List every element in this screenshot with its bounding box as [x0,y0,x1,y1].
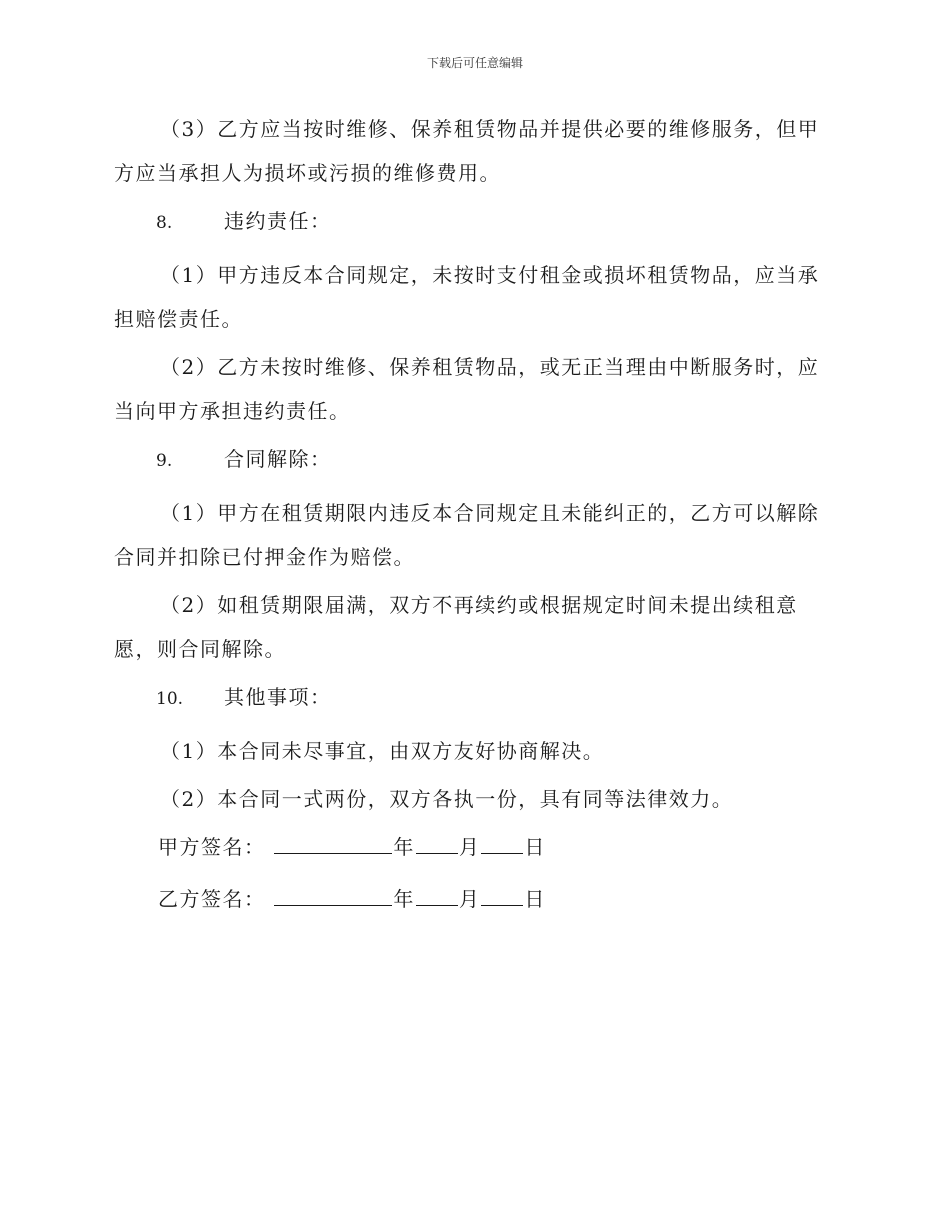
month-blank[interactable] [416,883,458,906]
day-blank[interactable] [481,831,523,854]
clause-7-3: （3）乙方应当按时维修、保养租赁物品并提供必要的维修服务，但甲方应当承担人为损坏或污损的维修费用。 [114,117,820,185]
section-title: 合同解除： [224,447,332,471]
clause-9-2: （2）如租赁期限届满，双方不再续约或根据规定时间未提出续租意愿，则合同解除。 [114,593,798,661]
month-label: 月 [458,887,481,911]
party-a-signature-line [114,825,824,869]
day-label: 日 [524,887,546,911]
section-heading-10 [114,675,824,721]
party-b-label: 乙方签名： [158,887,266,911]
party-a-label: 甲方签名： [158,835,266,859]
clause-8-2: （2）乙方未按时维修、保养租赁物品，或无正当理由中断服务时，应当向甲方承担违约责任。 [114,355,820,423]
day-blank[interactable] [481,883,523,906]
section-number: 8. [156,213,173,233]
section-heading-9 [114,437,824,483]
section-heading-8 [114,199,824,245]
clause-10-2: （2）本合同一式两份，双方各执一份，具有同等法律效力。 [160,787,734,811]
clause-9-1: （1）甲方在租赁期限内违反本合同规定且未能纠正的，乙方可以解除合同并扣除已付押金作为赔偿。 [114,501,820,569]
page-header: 下载后可任意编辑 [426,56,523,70]
document-body [114,107,824,929]
clause-10-1: （1）本合同未尽事宜，由双方友好协商解决。 [160,739,605,763]
section-number: 10. [156,689,184,709]
day-label: 日 [524,835,546,859]
month-blank[interactable] [416,831,458,854]
signature-blank[interactable] [274,831,392,854]
month-label: 月 [458,835,481,859]
year-label: 年 [393,835,415,859]
year-label: 年 [393,887,415,911]
party-b-signature-line [114,877,824,921]
section-number: 9. [156,451,173,471]
section-title: 违约责任： [224,209,332,233]
section-title: 其他事项： [224,685,332,709]
clause-8-1: （1）甲方违反本合同规定，未按时支付租金或损坏租赁物品，应当承担赔偿责任。 [114,263,820,331]
signature-blank[interactable] [274,883,392,906]
